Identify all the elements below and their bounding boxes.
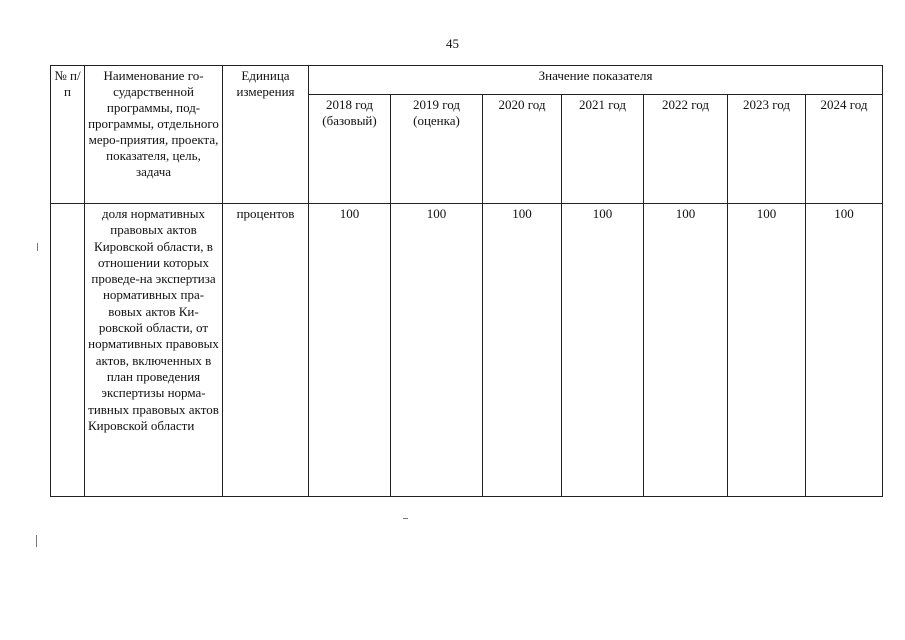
row-value-2022: 100 (644, 204, 728, 497)
row-value-2021: 100 (562, 204, 644, 497)
header-value-group: Значение показателя (309, 66, 883, 95)
header-year-2018: 2018 год (базовый) (309, 95, 391, 204)
row-value-2018: 100 (309, 204, 391, 497)
header-unit: Единица измерения (223, 66, 309, 204)
row-indicator: доля нормативных правовых актов Кировской области, в отношении которых проведе-на экспертиза нормативных пра-вовых актов Ки-ровской области, от нормативных правовых актов, включенных в план проведения экспертизы норма-тивных правовых актов Кировской области (85, 204, 223, 497)
header-year-2021: 2021 год (562, 95, 644, 204)
scan-mark (36, 535, 37, 547)
row-value-2023: 100 (728, 204, 806, 497)
indicator-table (50, 65, 883, 497)
header-year-2019: 2019 год (оценка) (391, 95, 483, 204)
row-value-2020: 100 (483, 204, 562, 497)
header-year-2024: 2024 год (806, 95, 883, 204)
table-row (51, 204, 883, 497)
row-value-2024: 100 (806, 204, 883, 497)
scan-mark (37, 243, 38, 251)
row-value-2019: 100 (391, 204, 483, 497)
row-number (51, 204, 85, 497)
header-number: № п/п (51, 66, 85, 204)
row-unit: процентов (223, 204, 309, 497)
header-year-2023: 2023 год (728, 95, 806, 204)
header-name: Наименование го-сударственной программы, под-программы, отдельного меро-приятия, проекта, показателя, цель, задача (85, 66, 223, 204)
page-number: 45 (446, 36, 459, 51)
header-year-2022: 2022 год (644, 95, 728, 204)
header-year-2020: 2020 год (483, 95, 562, 204)
scan-mark (403, 518, 408, 519)
